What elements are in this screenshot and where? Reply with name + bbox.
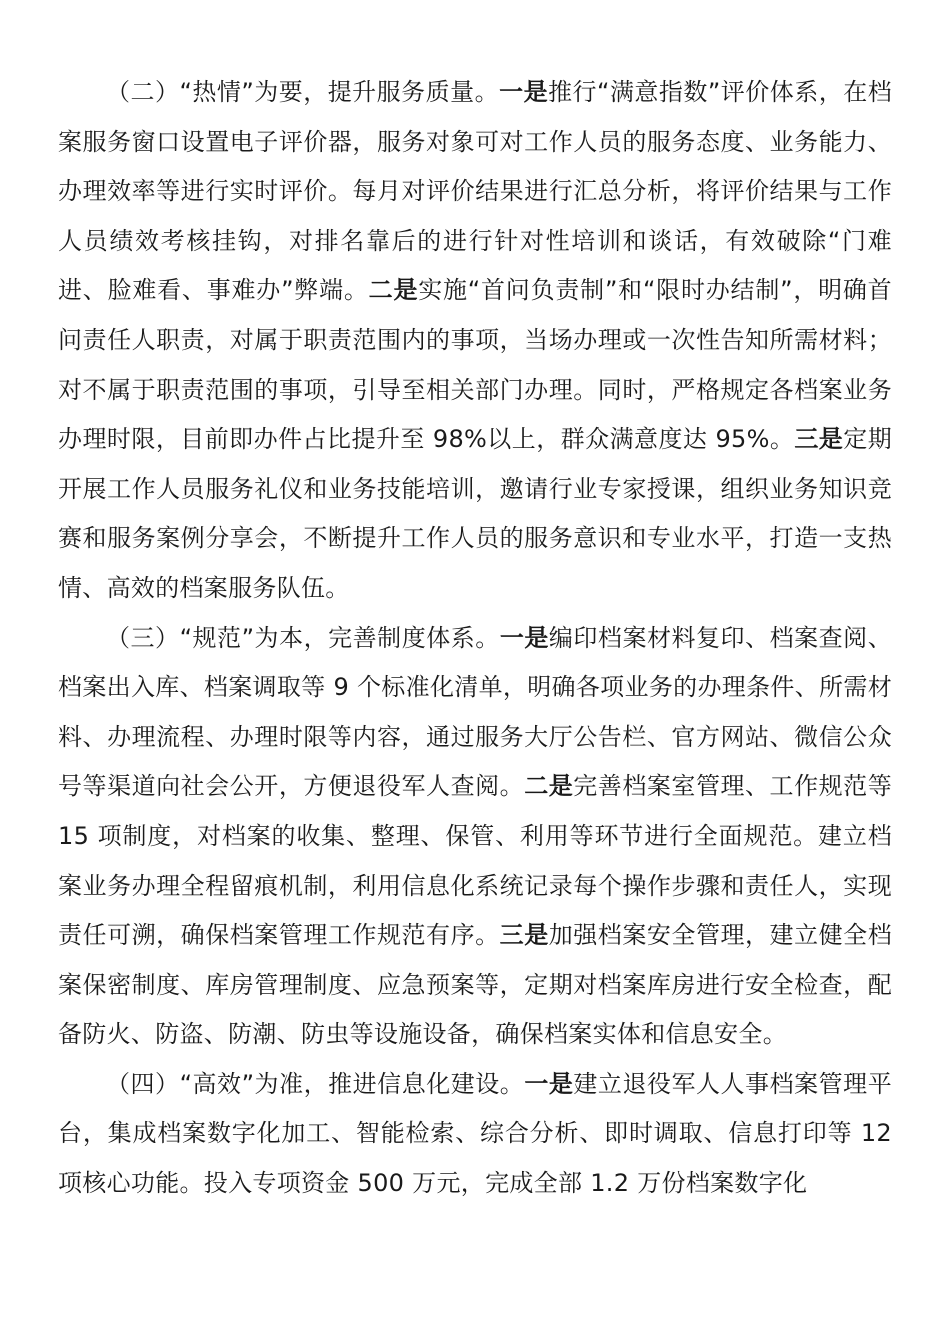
section-heading: （二）“热情”为要，提升服务质量。: [106, 78, 500, 106]
point-text: 定期开展工作人员服务礼仪和业务技能培训，邀请行业专家授课，组织业务知识竞赛和服务案例分享会，不断提升工作人员的服务意识和专业水平，打造一支热情、高效的档案服务队伍。: [58, 425, 893, 602]
section-heading: （三）“规范”为本，完善制度体系。: [106, 623, 500, 652]
point-text: 编印档案材料复印、档案查阅、档案出入库、档案调取等 9 个标准化清单，明确各项业务的办理条件、所需材料、办理流程、办理时限等内容，通过服务大厅公告栏、官方网站、微信公众号等渠道向社会公开，方便退役军人查阅。: [58, 623, 893, 801]
point-text: 完善档案室管理、工作规范等 15 项制度，对档案的收集、整理、保管、利用等环节进行全面规范。建立档案业务办理全程留痕机制，利用信息化系统记录每个操作步骤和责任人，实现责任可溯，确保档案管理工作规范有序。: [58, 772, 892, 950]
point-label: 三是: [499, 921, 549, 950]
point-label: 二是: [524, 772, 574, 801]
point-label: 二是: [368, 276, 419, 305]
point-text: 建立退役军人人事档案管理平台，集成档案数字化加工、智能检索、综合分析、即时调取、信息打印等 12 项核心功能。投入专项资金 500 万元，完成全部 1.2 万份档案数字化: [58, 1069, 892, 1198]
point-label: 一是: [499, 623, 549, 652]
point-label: 一是: [524, 1069, 574, 1098]
point-label: 一是: [499, 78, 549, 106]
section-2-paragraph: [58, 68, 892, 614]
point-text: 推行“满意指数”评价体系，在档案服务窗口设置电子评价器，服务对象可对工作人员的服务态度、业务能力、办理效率等进行实时评价。每月对评价结果进行汇总分析，将评价结果与工作人员绩效考核挂钩，对排名靠后的进行针对性培训和谈话，有效破除“门难进、脸难看、事难办”弊端。: [58, 78, 892, 305]
section-3-paragraph: [58, 614, 892, 1060]
point-label: 三是: [794, 425, 844, 454]
section-heading: （四）“高效”为准，推进信息化建设。: [106, 1069, 525, 1098]
document-body: [58, 68, 892, 1209]
point-text: 实施“首问负责制”和“限时办结制”，明确首问责任人职责，对属于职责范围内的事项，当场办理或一次性告知所需材料；对不属于职责范围的事项，引导至相关部门办理。同时，严格规定各档案业务办理时限，目前即办件占比提升至 98%以上，群众满意度达 95%。: [58, 276, 892, 454]
point-text: 加强档案安全管理，建立健全档案保密制度、库房管理制度、应急预案等，定期对档案库房进行安全检查，配备防火、防盗、防潮、防虫等设施设备，确保档案实体和信息安全。: [58, 921, 892, 1049]
section-4-paragraph: [58, 1060, 892, 1209]
